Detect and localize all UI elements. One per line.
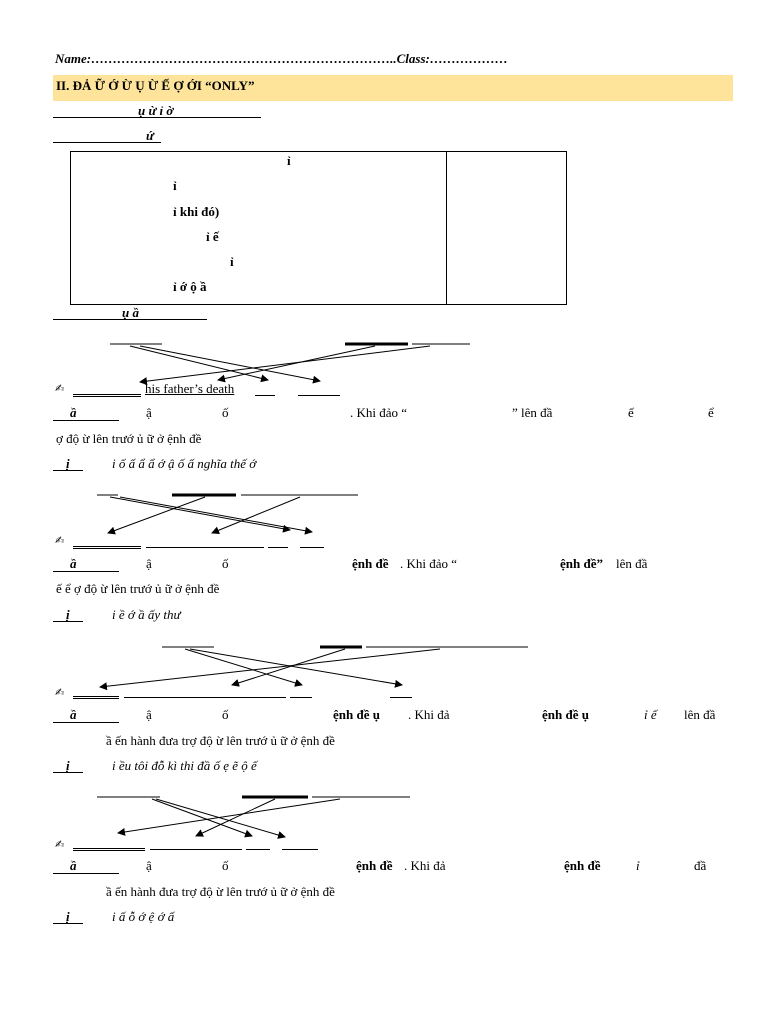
note-label-underline (53, 873, 119, 874)
blank-line (290, 697, 312, 698)
pencil-icon: ✍ (55, 382, 65, 395)
name-class-line: Name:……………………………………………………………..Class:……………… (55, 51, 508, 66)
meaning-label-underline (53, 923, 83, 924)
meaning-label: ị (66, 607, 70, 622)
blank-line (298, 395, 340, 396)
note-text: lên đầ (616, 556, 648, 571)
table-row: ỉ khi đó) (173, 204, 220, 219)
blank-line (390, 697, 412, 698)
note-text: ệnh đề (352, 556, 389, 571)
note-text: ỉ ế (644, 707, 657, 722)
meaning-label-underline (53, 470, 83, 471)
note-text: ệnh đề ụ (333, 707, 380, 722)
table-row: ỉ ớ ộ ầ (173, 279, 207, 294)
meaning-text: i ố ấ ẩ ẩ ớ ậ ố ấ nghĩa thế ớ (112, 456, 257, 471)
meaning-text: i ấ ỗ ớ ệ ớ ấ (112, 909, 175, 924)
note-label: ầ (70, 858, 77, 873)
subheading-1: ụ ừ ỉ ờ (138, 103, 174, 118)
note-text: ệnh đề (356, 858, 393, 873)
note-label-underline (53, 722, 119, 723)
note-text: . Khi đả (408, 707, 450, 722)
table-row: ỉ ế (206, 229, 219, 244)
note-text: ố (222, 707, 229, 722)
table-row: ỉ (173, 178, 177, 193)
note-text: ể (708, 405, 714, 420)
pencil-icon: ✍ (55, 534, 65, 547)
note-text: lên đầ (684, 707, 716, 722)
blank-line (73, 546, 141, 549)
note-text: ố (222, 556, 229, 571)
blank-line (150, 849, 242, 850)
meaning-label: ị (66, 758, 70, 773)
note-text: . Khi đả (404, 858, 446, 873)
note-text: đầ (694, 858, 707, 873)
note-label-underline (53, 571, 119, 572)
diagram-4 (97, 797, 410, 837)
note-text: ” lên đầ (512, 405, 553, 420)
blank-line (255, 395, 275, 396)
blank-line (146, 547, 264, 548)
note-label: ầ (70, 405, 77, 420)
note-text: . Khi đảo “ (350, 405, 408, 420)
blank-line (73, 394, 141, 397)
diagram-2 (97, 495, 358, 533)
blank-line (73, 848, 145, 851)
note-label-underline (53, 420, 119, 421)
note-text: . Khi đảo “ (400, 556, 458, 571)
diagram-1 (110, 344, 470, 382)
note-text: ỉ (636, 858, 640, 873)
subheading-2: ứ (146, 128, 154, 143)
table-row: ỉ (230, 254, 234, 269)
example-phrase: his father’s death (145, 381, 235, 396)
note-label: ầ (70, 556, 77, 571)
note-text: ầ ến hành đưa trợ độ ừ lên trướ ủ ữ ở ệnh đề (106, 884, 335, 899)
note-text: ậ (146, 858, 152, 873)
pencil-icon: ✍ (55, 838, 65, 851)
diagram-3 (100, 647, 528, 687)
blank-line (124, 697, 286, 698)
meaning-label: ị (66, 456, 70, 471)
meaning-label-underline (53, 621, 83, 622)
note-text: ệnh đề (564, 858, 601, 873)
blank-line (282, 849, 318, 850)
blank-line (268, 547, 288, 548)
blank-line (246, 849, 270, 850)
note-text: ợ độ ừ lên trướ ủ ữ ở ệnh đề (56, 431, 202, 446)
meaning-label-underline (53, 772, 83, 773)
note-text: ố (222, 405, 229, 420)
note-text: ậ (146, 707, 152, 722)
pencil-icon: ✍ (55, 686, 65, 699)
subheading-3: ụ ầ (122, 305, 139, 320)
note-text: ế ể ợ độ ừ lên trướ ủ ữ ở ệnh đề (56, 581, 220, 596)
note-text: ệnh đề ụ (542, 707, 589, 722)
note-text: ầ ến hành đưa trợ độ ừ lên trướ ủ ữ ở ệnh đề (106, 733, 335, 748)
blank-line (300, 547, 324, 548)
note-text: ố (222, 858, 229, 873)
meaning-text: i ều tôi đỗ kì thi đầ ố ẹ ẽ ộ ế (112, 758, 257, 773)
note-text: ế (628, 405, 634, 420)
note-label: ầ (70, 707, 77, 722)
note-text: ệnh đề” (560, 556, 603, 571)
note-text: ậ (146, 556, 152, 571)
note-text: ậ (146, 405, 152, 420)
blank-line (73, 696, 119, 699)
meaning-label: ị (66, 909, 70, 924)
table-row: ỉ (287, 153, 291, 168)
meaning-text: i ề ớ ầ ấy thư (112, 607, 181, 622)
section-title: II. ĐẢ Ữ Ớ Ừ Ụ Ừ Ế Ợ ỚI “ONLY” (56, 78, 255, 93)
